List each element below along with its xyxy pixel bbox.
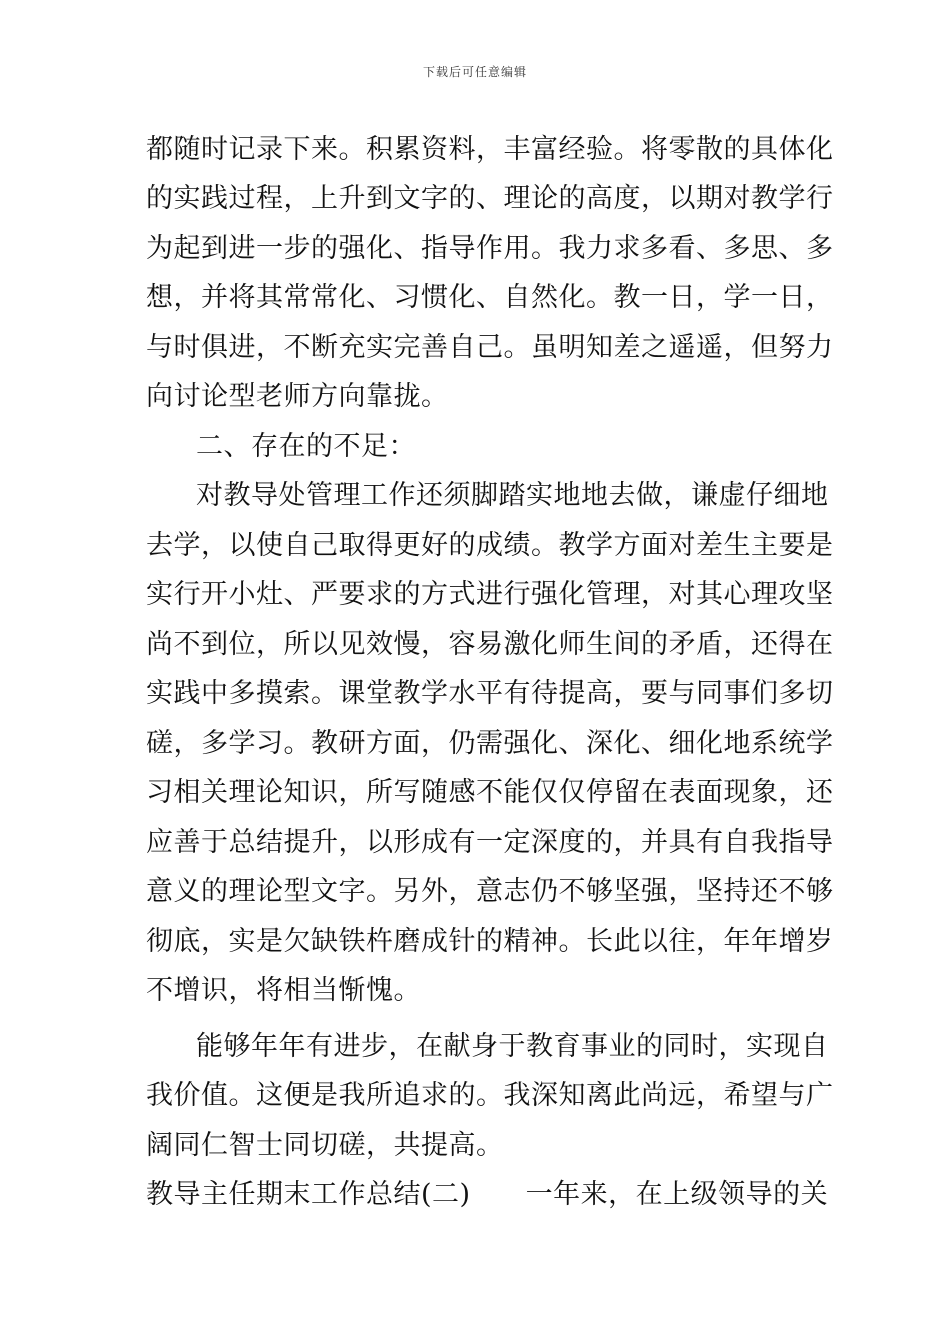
body-line: 向讨论型老师方向靠拢。 — [146, 381, 449, 412]
body-line: 尚不到位，所以见效慢，容易激化师生间的矛盾，还得在 — [146, 629, 834, 660]
body-line: 实践中多摸索。课堂教学水平有待提高，要与同事们多切 — [146, 678, 834, 709]
body-line: 去学，以使自己取得更好的成绩。教学方面对差生主要是 — [146, 530, 834, 561]
body-line: 彻底，实是欠缺铁杵磨成针的精神。长此以往，年年增岁 — [146, 926, 834, 957]
page-header: 下载后可任意编辑 — [422, 65, 527, 79]
body-line: 应善于总结提升，以形成有一定深度的，并具有自我指导 — [146, 827, 834, 858]
body-line: 习相关理论知识，所写随感不能仅仅停留在表面现象，还 — [146, 777, 834, 808]
body-line: 都随时记录下来。积累资料，丰富经验。将零散的具体化 — [146, 134, 834, 165]
section-heading: 二、存在的不足： — [196, 431, 416, 462]
body-line: 阔同仁智士同切磋，共提高。 — [146, 1130, 504, 1161]
body-line: 为起到进一步的强化、指导作用。我力求多看、多思、多 — [146, 233, 834, 264]
body-line: 我价值。这便是我所追求的。我深知离此尚远，希望与广 — [146, 1080, 834, 1111]
body-line: 实行开小灶、严要求的方式进行强化管理，对其心理攻坚 — [146, 579, 834, 610]
body-line: 与时俱进，不断充实完善自己。虽明知差之遥遥，但努力 — [146, 332, 834, 363]
body-line: 的实践过程，上升到文字的、理论的高度，以期对教学行 — [146, 183, 834, 214]
body-line: 不增识，将相当惭愧。 — [146, 975, 421, 1006]
body-line: 想，并将其常常化、习惯化、自然化。教一日，学一日， — [146, 282, 834, 313]
next-section-title-line: 教导主任期末工作总结(二) 一年来，在上级领导的关 — [146, 1179, 829, 1210]
body-line: 磋，多学习。教研方面，仍需强化、深化、细化地系统学 — [146, 728, 834, 759]
body-line: 意义的理论型文字。另外，意志仍不够坚强，坚持还不够 — [146, 876, 834, 907]
body-line: 对教导处管理工作还须脚踏实地地去做，谦虚仔细地 — [196, 480, 829, 511]
body-line: 能够年年有进步，在献身于教育事业的同时，实现自 — [196, 1031, 829, 1062]
